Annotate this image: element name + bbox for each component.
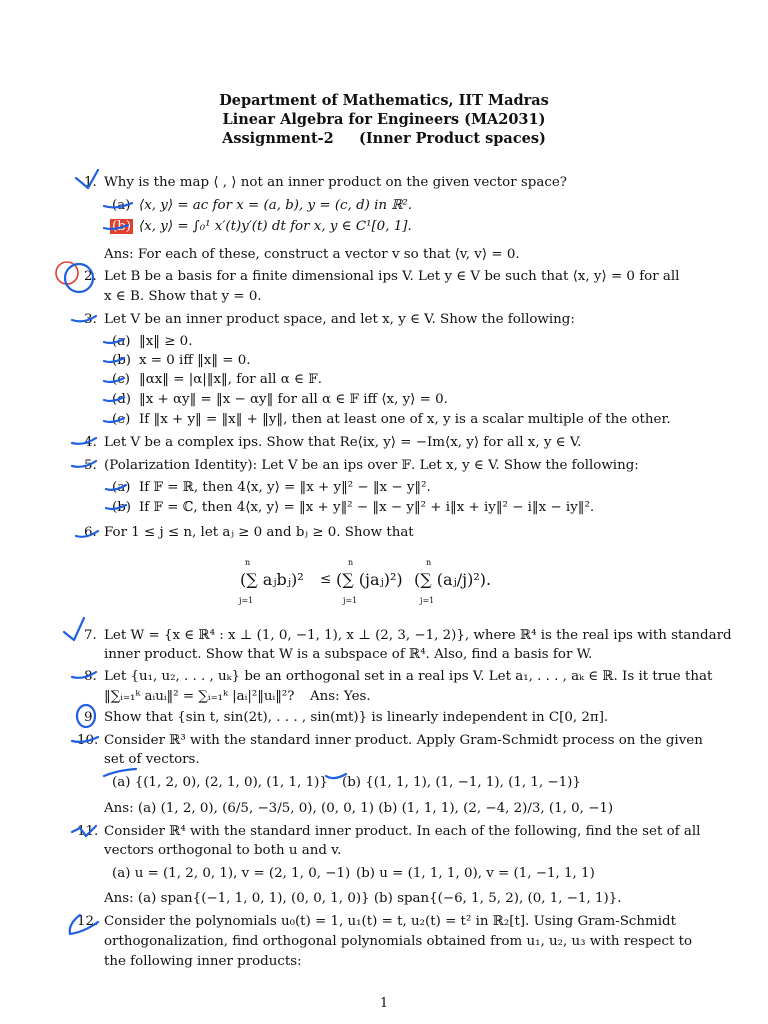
q5-number: 5. — [84, 458, 97, 473]
q2-line1: Let B be a basis for a finite dimensional ips V. Let y ∈ V be such that ⟨x, y⟩ = 0 for all — [104, 269, 680, 284]
q12-number: 12. — [77, 914, 99, 929]
q9-number: 9. — [84, 710, 97, 725]
q6-number: 6. — [84, 525, 97, 540]
checkmark-q7 — [64, 618, 84, 640]
q9-text: Show that {sin t, sin(2t), . . . , sin(mt)} is linearly independent in C[0, 2π]. — [104, 710, 609, 725]
q1b-label-highlight: (b) — [112, 219, 132, 234]
q3a-label: (a) — [112, 334, 131, 349]
q1b-text: ⟨x, y⟩ = ∫₀¹ x′(t)y′(t) dt for x, y ∈ C¹[0, 1]. — [139, 219, 412, 234]
q1-number: 1. — [84, 175, 97, 190]
q10a-text: (a) {(1, 2, 0), (2, 1, 0), (1, 1, 1)} — [112, 775, 328, 790]
dept-title: Department of Mathematics, IIT Madras — [219, 92, 549, 109]
q6-formula-mid: (∑ (jaⱼ)²) — [336, 570, 403, 589]
q12-line1: Consider the polynomials u₀(t) = 1, u₁(t) = t, u₂(t) = t² in ℝ₂[t]. Using Gram-Schmidt — [104, 914, 676, 929]
q3-number: 3. — [84, 312, 97, 327]
q10-line1: Consider ℝ³ with the standard inner product. Apply Gram-Schmidt process on the given — [104, 733, 703, 748]
q1-text: Why is the map ⟨ , ⟩ not an inner product on the given vector space? — [104, 175, 567, 190]
q3d-label: (d) — [112, 392, 132, 407]
q11-line1: Consider ℝ⁴ with the standard inner product. In each of the following, find the set of all — [104, 824, 701, 839]
q11-answer: Ans: (a) span{(−1, 1, 0, 1), (0, 0, 1, 0)} (b) span{(−6, 1, 5, 2), (0, 1, −1, 1)}. — [104, 891, 622, 906]
q3e-label: (e) — [112, 412, 131, 427]
q1a-text: ⟨x, y⟩ = ac for x = (a, b), y = (c, d) in ℝ². — [139, 198, 413, 213]
q4-number: 4. — [84, 435, 97, 450]
q3b-label: (b) — [112, 353, 132, 368]
q5b-text: If 𝔽 = ℂ, then 4⟨x, y⟩ = ‖x + y‖² − ‖x − y‖² + i‖x + iy‖² − i‖x − iy‖². — [139, 500, 595, 515]
q6-sum1-lower: j=1 — [239, 596, 254, 605]
q4-text: Let V be a complex ips. Show that Re⟨ix, y⟩ = −Im⟨x, y⟩ for all x, y ∈ V. — [104, 435, 582, 450]
q1-answer: Ans: For each of these, construct a vector v so that ⟨v, v⟩ = 0. — [104, 247, 520, 262]
page-number: 1 — [379, 996, 389, 1011]
q6-formula-left: (∑ aⱼbⱼ)² — [240, 570, 304, 589]
course-title: Linear Algebra for Engineers (MA2031) — [222, 111, 546, 128]
q5-text: (Polarization Identity): Let V be an ips over 𝔽. Let x, y ∈ V. Show the following: — [104, 458, 639, 473]
q2-line2: x ∈ B. Show that y = 0. — [104, 289, 262, 304]
q5a-text: If 𝔽 = ℝ, then 4⟨x, y⟩ = ‖x + y‖² − ‖x − y‖². — [139, 480, 431, 495]
q6-formula-rel: ≤ — [320, 572, 332, 587]
q3a-text: ‖x‖ ≥ 0. — [139, 334, 193, 349]
q8-answer: Ans: Yes. — [310, 689, 371, 704]
q5b-label: (b) — [112, 500, 132, 515]
q3e-text: If ‖x + y‖ = ‖x‖ + ‖y‖, then at least one of x, y is a scalar multiple of the other. — [139, 412, 671, 427]
q2-number: 2. — [84, 269, 97, 284]
q7-line2: inner product. Show that W is a subspace of ℝ⁴. Also, find a basis for W. — [104, 647, 593, 662]
q6-text: For 1 ≤ j ≤ n, let aⱼ ≥ 0 and bⱼ ≥ 0. Show that — [104, 525, 414, 540]
q1a-label: (a) — [112, 198, 131, 213]
q3b-text: x = 0 iff ‖x‖ = 0. — [139, 353, 251, 368]
q7-line1: Let W = {x ∈ ℝ⁴ : x ⊥ (1, 0, −1, 1), x ⊥ (2, 3, −1, 2)}, where ℝ⁴ is the real ips with standard — [104, 628, 732, 643]
q6-sum3-lower: j=1 — [420, 596, 435, 605]
q11b-text: (b) u = (1, 1, 1, 0), v = (1, −1, 1, 1) — [356, 866, 595, 881]
q10-line2: set of vectors. — [104, 752, 200, 767]
q11-line2: vectors orthogonal to both u and v. — [104, 843, 342, 858]
q3d-text: ‖x + αy‖ = ‖x − αy‖ for all α ∈ 𝔽 iff ⟨x, y⟩ = 0. — [139, 392, 448, 407]
q10b-text: (b) {(1, 1, 1), (1, −1, 1), (1, 1, −1)} — [342, 775, 581, 790]
q10-answer: Ans: (a) (1, 2, 0), (6/5, −3/5, 0), (0, 0, 1) (b) (1, 1, 1), (2, −4, 2)/3, (1, 0, −1) — [104, 801, 614, 816]
q10-number: 10. — [77, 733, 99, 748]
circle-q2-red — [56, 262, 78, 284]
q3c-label: (c) — [112, 372, 130, 387]
q12-line2: orthogonalization, find orthogonal polynomials obtained from u₁, u₂, u₃ with respect to — [104, 934, 693, 949]
q5a-label: (a) — [112, 480, 131, 495]
q8-line1: Let {u₁, u₂, . . . , uₖ} be an orthogonal set in a real ips V. Let a₁, . . . , aₖ ∈ ℝ. Is it true that — [104, 669, 713, 684]
q6-sum2-upper: n — [348, 558, 354, 567]
assignment-title: Assignment-2 (Inner Product spaces) — [222, 130, 546, 147]
q6-formula-right: (∑ (aⱼ/j)²). — [414, 570, 492, 589]
q3-text: Let V be an inner product space, and let x, y ∈ V. Show the following: — [104, 312, 575, 327]
q8-line2: ‖∑ᵢ₌₁ᵏ aᵢuᵢ‖² = ∑ᵢ₌₁ᵏ |aᵢ|²‖uᵢ‖²? — [104, 689, 295, 704]
q6-sum3-upper: n — [426, 558, 432, 567]
q11-number: 11. — [77, 824, 99, 839]
q12-line3: the following inner products: — [104, 954, 302, 969]
q7-number: 7. — [84, 628, 97, 643]
q6-sum2-lower: j=1 — [343, 596, 358, 605]
q8-number: 8. — [84, 669, 97, 684]
q3c-text: ‖αx‖ = |α|‖x‖, for all α ∈ 𝔽. — [139, 372, 322, 387]
q6-sum1-upper: n — [245, 558, 251, 567]
q11a-text: (a) u = (1, 2, 0, 1), v = (2, 1, 0, −1) — [112, 866, 351, 881]
